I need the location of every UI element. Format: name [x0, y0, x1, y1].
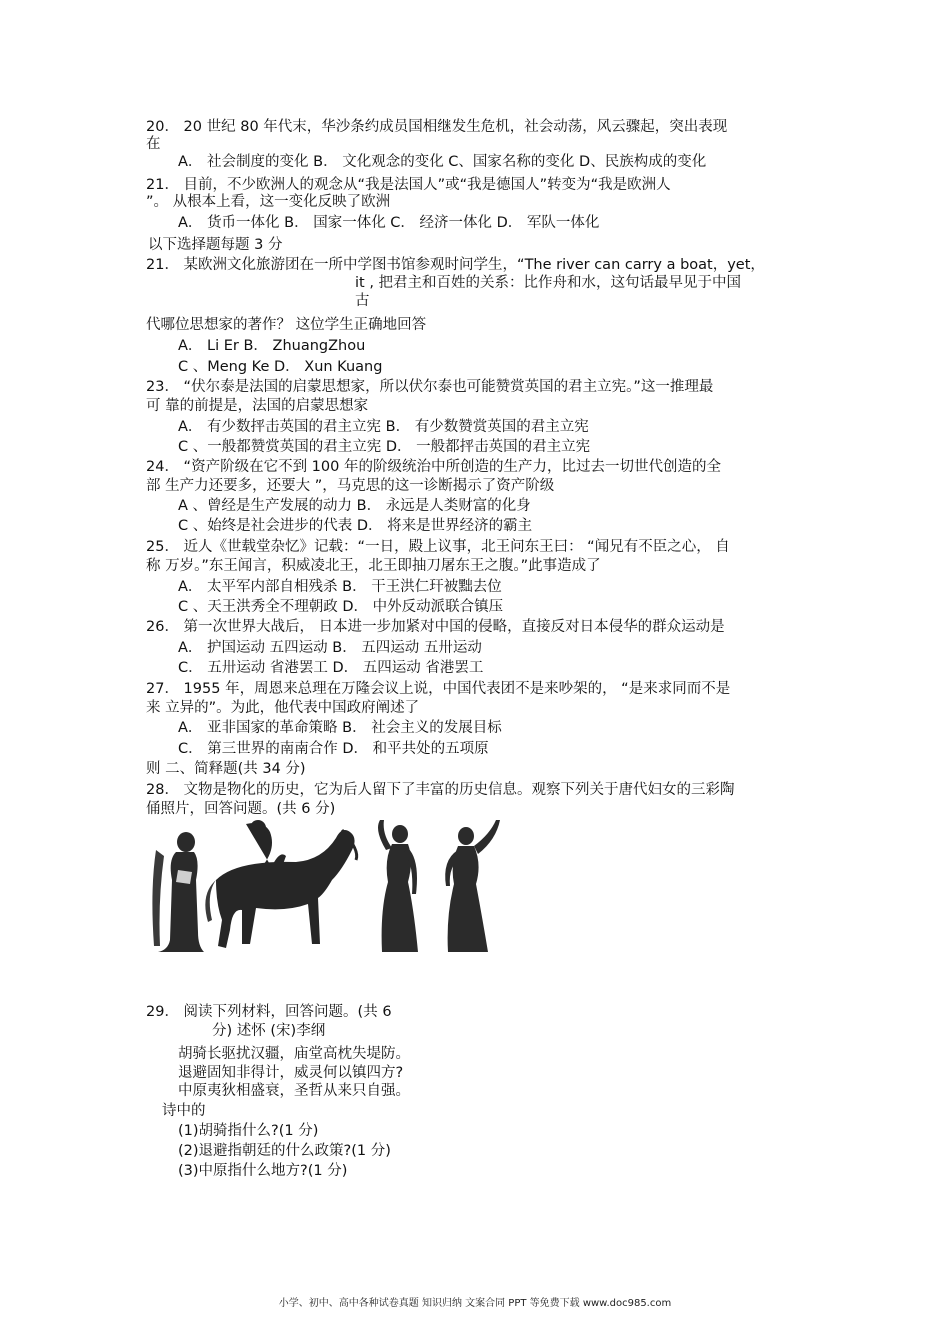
q26-line1: 26． 第一次世界大战后， 日本进一步加紧对中国的侵略，直接反对日本侵华的群众运动是: [146, 619, 725, 635]
q21b-line1: 21． 某欧洲文化旅游团在一所中学图书馆参观时问学生，“The river can carry a boat，yet，: [146, 257, 765, 273]
q23-options-1: A． 有少数抨击英国的君主立宪 B． 有少数赞赏英国的君主立宪: [178, 419, 589, 435]
q21b-options-1: A． Li Er B． ZhuangZhou: [178, 338, 366, 354]
q24-options-2: C 、始终是社会进步的代表 D． 将来是世界经济的霸主: [178, 518, 533, 534]
q29-line1: 29． 阅读下列材料，回答问题。(共 6: [146, 1004, 392, 1020]
q21-options: A． 货币一体化 B． 国家一体化 C． 经济一体化 D． 军队一体化: [178, 215, 600, 231]
q24-line1: 24． “资产阶级在它不到 100 年的阶级统治中所创造的生产力，比过去一切世代创造的全: [146, 459, 721, 475]
q26-options-1: A． 护国运动 五四运动 B． 五四运动 五卅运动: [178, 640, 482, 656]
q25-options-2: C 、天王洪秀全不理朝政 D． 中外反动派联合镇压: [178, 599, 504, 615]
q21-line2: ”。 从根本上看，这一变化反映了欧洲: [146, 194, 391, 210]
q29-sub2: (2)退避指朝廷的什么政策?(1 分): [178, 1143, 391, 1159]
q27-line2: 来 立异的”。为此，他代表中国政府阐述了: [146, 700, 420, 716]
q20-line1: 20． 20 世纪 80 年代末，华沙条约成员国相继发生危机，社会动荡，风云骤起，突出表现: [146, 119, 728, 135]
q20-options: A． 社会制度的变化 B． 文化观念的变化 C、国家名称的变化 D、民族构成的变化: [178, 154, 707, 170]
q27-line1: 27． 1955 年，周恩来总理在万隆会议上说，中国代表团不是来吵架的， “是来求同而不是: [146, 681, 731, 697]
q23-line2: 可 靠的前提是，法国的启蒙思想家: [146, 398, 369, 414]
q25-options-1: A． 太平军内部自相残杀 B． 干王洪仁玕被黜去位: [178, 579, 502, 595]
q28-line2: 俑照片，回答问题。(共 6 分): [146, 801, 336, 817]
q21-line1: 21． 目前，不少欧洲人的观念从“我是法国人”或“我是德国人”转变为“我是欧洲人: [146, 177, 671, 193]
section-two-heading: 则 二、简释题(共 34 分): [146, 761, 306, 777]
q21b-line2: it , 把君主和百姓的关系：比作舟和水，这句话最早见于中国: [355, 275, 742, 291]
q21b-line4: 代哪位思想家的著作？ 这位学生正确地回答: [146, 317, 427, 333]
q24-line2: 部 生产力还要多，还要大 ”，马克思的这一诊断揭示了资产阶级: [146, 478, 555, 494]
q26-options-2: C． 五卅运动 省港罢工 D． 五四运动 省港罢工: [178, 660, 484, 676]
q25-line2: 称 万岁。”东王闻言，积威凌北王，北王即抽刀屠东王之腹。”此事造成了: [146, 558, 601, 574]
q25-line1: 25． 近人《世载堂杂忆》记载：“一日，殿上议事，北王问东王曰： “闻兄有不臣之心， 自: [146, 539, 730, 555]
poem-line-2: 退避固知非得计，威灵何以镇四方?: [178, 1065, 404, 1081]
q27-options-1: A． 亚非国家的革命策略 B． 社会主义的发展目标: [178, 720, 502, 736]
poem-line-1: 胡骑长驱扰汉疆，庙堂高枕失堤防。: [178, 1046, 410, 1062]
section-note: 以下选择题每题 3 分: [148, 237, 283, 253]
q21b-line3: 古: [355, 293, 370, 309]
q23-options-2: C 、一般都赞赏英国的君主立宪 D． 一般都抨击英国的君主立宪: [178, 439, 591, 455]
q29-sub3: (3)中原指什么地方?(1 分): [178, 1163, 348, 1179]
q29-sub1: (1)胡骑指什么?(1 分): [178, 1123, 319, 1139]
q28-line1: 28． 文物是物化的历史，它为后人留下了丰富的历史信息。观察下列关于唐代妇女的三彩陶: [146, 782, 735, 798]
q20-line2: 在: [146, 136, 161, 152]
q27-options-2: C． 第三世界的南南合作 D． 和平共处的五项原: [178, 741, 489, 757]
q29-line2: 分) 述怀 (宋)李纲: [212, 1023, 326, 1039]
page-footer: 小学、初中、高中各种试卷真题 知识归纳 文案合同 PPT 等免费下载 www.doc985.com: [278, 1298, 672, 1309]
q29-prompt: 诗中的: [162, 1103, 206, 1119]
q23-line1: 23． “伏尔泰是法国的启蒙思想家，所以伏尔泰也可能赞赏英国的君主立宪。”这一推理最: [146, 379, 714, 395]
q24-options-1: A 、曾经是生产发展的动力 B． 永远是人类财富的化身: [178, 498, 531, 514]
q21b-options-2: C 、Meng Ke D． Xun Kuang: [178, 359, 383, 375]
tang-sancai-figurines-photo: [146, 820, 516, 954]
poem-line-3: 中原夷狄相盛衰，圣哲从来只自强。: [178, 1083, 410, 1099]
